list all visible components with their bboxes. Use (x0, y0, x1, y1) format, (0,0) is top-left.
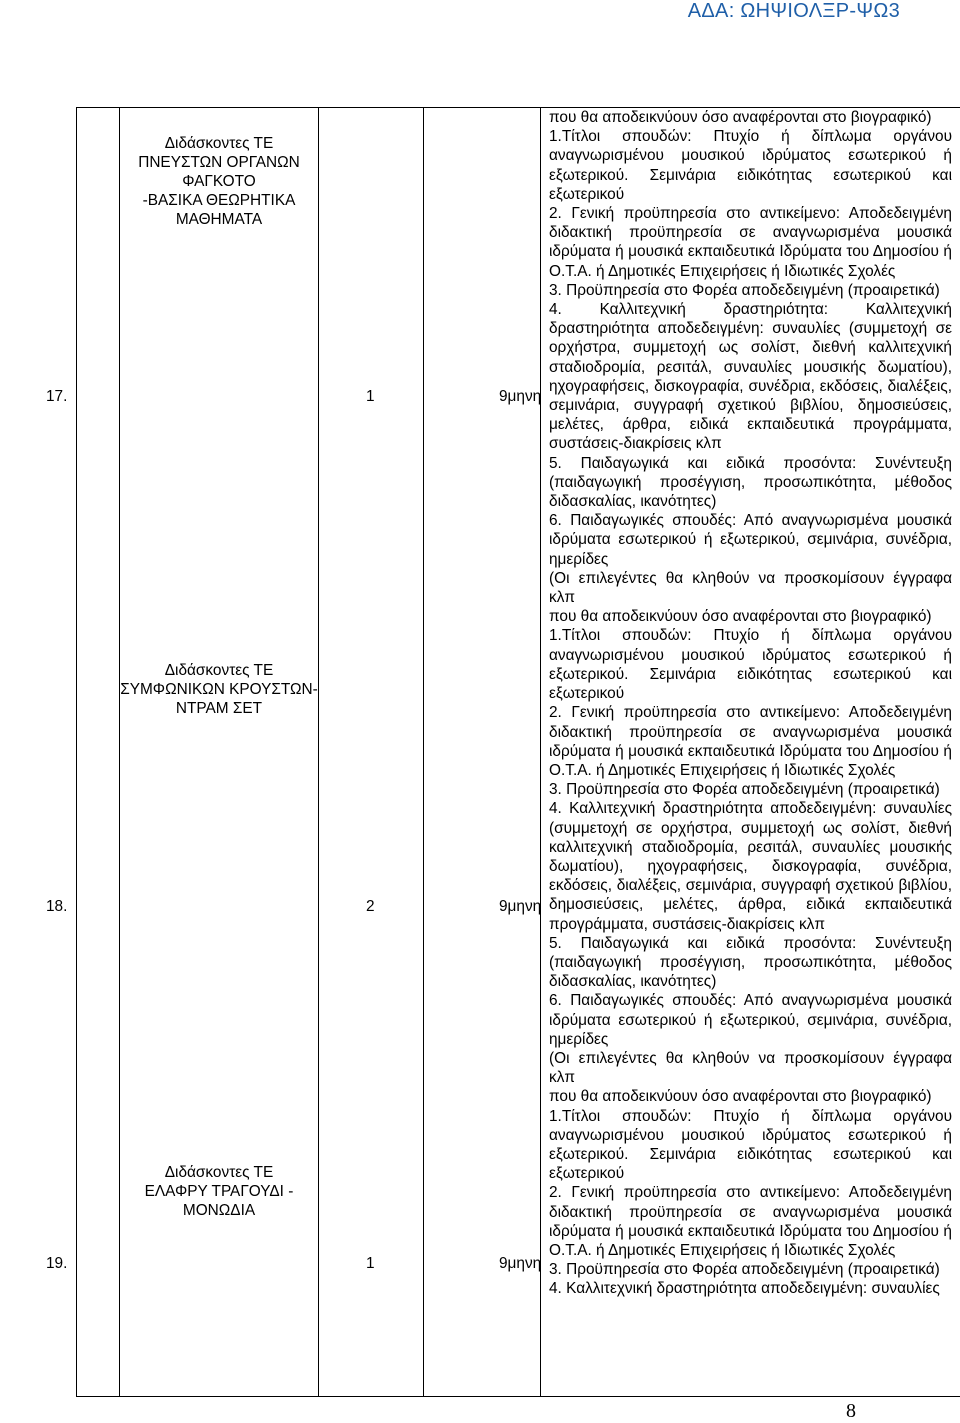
qualification-line: ορχήστρα, συμμετοχή ως σολίστ, διεθνή καλλιτεχνική (549, 338, 952, 357)
duration-cell (424, 108, 541, 1397)
duration-17: 9μηνη (499, 387, 541, 406)
title-line: ΠΝΕΥΣΤΩΝ ΟΡΓΑΝΩΝ (120, 153, 318, 172)
qualification-line: ιδρύματα εσωτερικού ή εξωτερικού, σεμινάρια, συνέδρια, (549, 530, 952, 549)
qualification-line: διδακτική προϋπηρεσία σε αναγνωρισμένα μουσικά (549, 1203, 952, 1222)
qualification-line: 2. Γενική προϋπηρεσία στο αντικείμενο: Αποδεδειγμένη (549, 703, 952, 722)
qualification-line: (Οι επιλεγέντες θα κληθούν να προσκομίσουν έγγραφα κλπ (549, 1049, 952, 1087)
qualification-line: 6. Παιδαγωγικές σπουδές: Από αναγνωρισμένα μουσικά (549, 511, 952, 530)
title-line: -ΒΑΣΙΚΑ ΘΕΩΡΗΤΙΚΑ (120, 191, 318, 210)
title-line: ΜΑΘΗΜΑΤΑ (120, 210, 318, 229)
positions-table (76, 107, 960, 1397)
table-row (77, 108, 960, 1397)
qualification-line: δημοσιεύσεις, μελέτες, άρθρα, ειδικά εκπαιδευτικά (549, 895, 952, 914)
title-line: Διδάσκοντες ΤΕ (120, 1163, 318, 1182)
qualification-line: 2. Γενική προϋπηρεσία στο αντικείμενο: Αποδεδειγμένη (549, 204, 952, 223)
qualification-line: ιδρύματα ή μουσικά εκπαιδευτικά Ιδρύματα του Δημοσίου ή (549, 742, 952, 761)
qualification-line: ημερίδες (549, 550, 952, 569)
specialty-title-19 (120, 1163, 318, 1220)
title-line: ΜΟΝΩΔΙΑ (120, 1201, 318, 1220)
duration-19: 9μηνη (499, 1254, 541, 1273)
qualification-line: σταδιοδρομία, ρεσιτάλ, συναυλίες μουσικής δωματίου), (549, 358, 952, 377)
qualification-line: ηχογραφήσεις, δισκογραφία, συνέδρια, εκδόσεις, διαλέξεις, (549, 377, 952, 396)
qualification-line: εξωτερικού. Σεμινάρια ειδικότητας εσωτερικού και (549, 166, 952, 185)
qualification-line: 5. Παιδαγωγικά και ειδικά προσόντα: Συνέντευξη (549, 934, 952, 953)
positions-count-18: 2 (366, 897, 375, 916)
ada-code: ΑΔΑ: ΩΗΨΙΟΛΞΡ-ΨΩ3 (688, 0, 900, 23)
title-line: Διδάσκοντες ΤΕ (120, 134, 318, 153)
positions-count-17: 1 (366, 387, 375, 406)
qualification-line: (παιδαγωγική προσέγγιση, προσωπικότητα, μέθοδος (549, 473, 952, 492)
row-number-18: 18. (46, 897, 67, 916)
qualification-line: συστάσεις-διακρίσεις κλπ (549, 434, 952, 453)
qualification-line: διδακτική προϋπηρεσία σε αναγνωρισμένα μουσικά (549, 223, 952, 242)
qualification-line: εξωτερικού. Σεμινάρια ειδικότητας εσωτερικού και (549, 665, 952, 684)
qualification-line: ημερίδες (549, 1030, 952, 1049)
specialty-title-17 (120, 134, 318, 229)
qualification-line: 3. Προϋπηρεσία στο Φορέα αποδεδειγμένη (προαιρετικά) (549, 780, 952, 799)
qualification-line: εξωτερικού (549, 185, 952, 204)
qualification-line: Ο.Τ.Α. ή Δημοτικές Επιχειρήσεις ή Ιδιωτικές Σχολές (549, 761, 952, 780)
qualification-line: δραστηριότητα αποδεδειγμένη: συναυλίες (συμμετοχή σε (549, 319, 952, 338)
qualification-line: εκδόσεις, διαλέξεις, σεμινάρια, συγγραφή σχετικού βιβλίου, (549, 876, 952, 895)
qualification-line: ιδρύματα ή μουσικά εκπαιδευτικά Ιδρύματα του Δημοσίου ή (549, 1222, 952, 1241)
qualification-line: διδασκαλίας, ικανότητες) (549, 492, 952, 511)
row-number-17: 17. (46, 387, 67, 406)
qualification-line: εξωτερικού (549, 1164, 952, 1183)
qualification-line: εξωτερικού. Σεμινάρια ειδικότητας εσωτερικού και (549, 1145, 952, 1164)
qualifications-text (541, 108, 960, 1299)
duration-18: 9μηνη (499, 897, 541, 916)
qualification-line: προγράμματα, συστάσεις-διακρίσεις κλπ (549, 915, 952, 934)
qualification-line: ιδρύματα ή μουσικά εκπαιδευτικά Ιδρύματα του Δημοσίου ή (549, 242, 952, 261)
qualification-line: Ο.Τ.Α. ή Δημοτικές Επιχειρήσεις ή Ιδιωτικές Σχολές (549, 262, 952, 281)
qualification-line: ιδρύματα εσωτερικού ή εξωτερικού, σεμινάρια, συνέδρια, (549, 1011, 952, 1030)
qualification-line: διδασκαλίας, ικανότητες) (549, 972, 952, 991)
qualification-line: 4. Καλλιτεχνική δραστηριότητα αποδεδειγμένη: συναυλίες (549, 799, 952, 818)
positions-cell (319, 108, 424, 1397)
qualification-line: 5. Παιδαγωγικά και ειδικά προσόντα: Συνέντευξη (549, 454, 952, 473)
specialty-cell (120, 108, 319, 1397)
qualification-line: εξωτερικού (549, 684, 952, 703)
qualification-line: 4. Καλλιτεχνική δραστηριότητα αποδεδειγμένη: συναυλίες (549, 1279, 952, 1298)
qualifications-cell (541, 108, 960, 1397)
page-number: 8 (846, 1400, 856, 1423)
qualification-line: 2. Γενική προϋπηρεσία στο αντικείμενο: Αποδεδειγμένη (549, 1183, 952, 1202)
qualification-line: που θα αποδεικνύουν όσο αναφέρονται στο βιογραφικό) (549, 1087, 952, 1106)
qualification-line: μελέτες, άρθρα, ειδικά εκπαιδευτικά προγράμματα, (549, 415, 952, 434)
qualification-line: (συμμετοχή σε ορχήστρα, συμμετοχή ως σολίστ, διεθνή (549, 819, 952, 838)
positions-count-19: 1 (366, 1254, 375, 1273)
title-line: Διδάσκοντες ΤΕ (120, 661, 318, 680)
qualification-line: αναγνωρισμένου μουσικού ιδρύματος εσωτερικού ή (549, 646, 952, 665)
qualification-line: (Οι επιλεγέντες θα κληθούν να προσκομίσουν έγγραφα κλπ (549, 569, 952, 607)
qualification-line: που θα αποδεικνύουν όσο αναφέρονται στο βιογραφικό) (549, 607, 952, 626)
qualification-line: που θα αποδεικνύουν όσο αναφέρονται στο βιογραφικό) (549, 108, 952, 127)
qualification-line: δωματίου), ηχογραφήσεις, δισκογραφία, συνέδρια, (549, 857, 952, 876)
qualification-line: σεμινάρια, συγγραφή σχετικού βιβλίου, δημοσιεύσεις, (549, 396, 952, 415)
qualification-line: 1.Τίτλοι σπουδών: Πτυχίο ή δίπλωμα οργάνου (549, 127, 952, 146)
title-line: ΣΥΜΦΩΝΙΚΩΝ ΚΡΟΥΣΤΩΝ- (120, 680, 318, 699)
title-line: ΕΛΑΦΡΥ ΤΡΑΓΟΥΔΙ - (120, 1182, 318, 1201)
qualification-line: 6. Παιδαγωγικές σπουδές: Από αναγνωρισμένα μουσικά (549, 991, 952, 1010)
title-line: ΦΑΓΚΟΤΟ (120, 172, 318, 191)
qualification-line: (παιδαγωγική προσέγγιση, προσωπικότητα, μέθοδος (549, 953, 952, 972)
qualification-line: 1.Τίτλοι σπουδών: Πτυχίο ή δίπλωμα οργάνου (549, 626, 952, 645)
qualification-line: αναγνωρισμένου μουσικού ιδρύματος εσωτερικού ή (549, 146, 952, 165)
qualification-line: καλλιτεχνική σταδιοδρομία, ρεσιτάλ, συναυλίες μουσικής (549, 838, 952, 857)
qualification-line: Ο.Τ.Α. ή Δημοτικές Επιχειρήσεις ή Ιδιωτικές Σχολές (549, 1241, 952, 1260)
qualification-line: διδακτική προϋπηρεσία σε αναγνωρισμένα μουσικά (549, 723, 952, 742)
qualification-line: 3. Προϋπηρεσία στο Φορέα αποδεδειγμένη (προαιρετικά) (549, 1260, 952, 1279)
specialty-title-18 (120, 661, 318, 718)
row-number-19: 19. (46, 1254, 67, 1273)
qualification-line: 4. Καλλιτεχνική δραστηριότητα: Καλλιτεχνική (549, 300, 952, 319)
title-line: ΝΤΡΑΜ ΣΕΤ (120, 699, 318, 718)
qualification-line: 1.Τίτλοι σπουδών: Πτυχίο ή δίπλωμα οργάνου (549, 1107, 952, 1126)
qualification-line: 3. Προϋπηρεσία στο Φορέα αποδεδειγμένη (προαιρετικά) (549, 281, 952, 300)
row-number-cell (77, 108, 120, 1397)
qualification-line: αναγνωρισμένου μουσικού ιδρύματος εσωτερικού ή (549, 1126, 952, 1145)
